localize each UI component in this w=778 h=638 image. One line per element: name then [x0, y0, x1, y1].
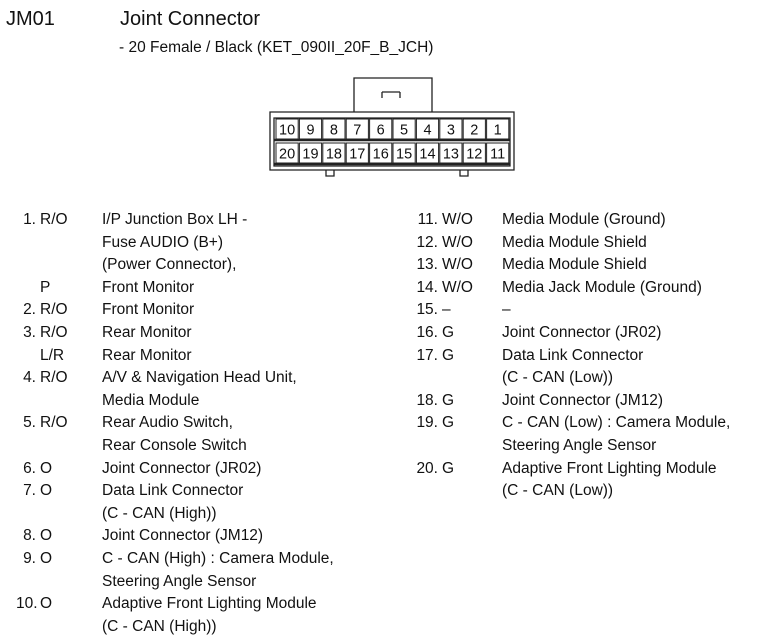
pin-number: 20.: [416, 459, 438, 477]
pin-row: [416, 277, 776, 299]
pin-row: [16, 299, 396, 321]
pin-row: [16, 435, 396, 457]
pin-description: Data Link Connector: [102, 482, 244, 500]
bottom-pin-row: [276, 143, 509, 163]
pin-row: [416, 390, 776, 412]
pin-row: [16, 277, 396, 299]
wire-color: R/O: [40, 369, 68, 387]
connector-code: JM01: [6, 8, 55, 30]
pin-description: Media Module: [102, 391, 200, 409]
pin-row: [16, 548, 396, 570]
wire-color: O: [40, 595, 53, 613]
pin-number-4: 4: [423, 122, 432, 139]
pin-description: Media Module Shield: [502, 256, 647, 274]
pin-number: 18.: [416, 391, 438, 409]
pin-row: [16, 503, 396, 525]
pin-number-15: 15: [396, 146, 413, 163]
pin-description: –: [502, 301, 511, 319]
wire-color: R/O: [40, 211, 68, 228]
pin-number: 4.: [23, 369, 36, 387]
pin-description: Media Module (Ground): [502, 211, 666, 228]
pin-row: [16, 232, 396, 254]
pin-number-16: 16: [372, 146, 389, 163]
pin-description: Rear Console Switch: [102, 437, 247, 454]
pin-description: Steering Angle Sensor: [102, 572, 257, 590]
pin-number-6: 6: [376, 122, 385, 139]
pin-description: Media Module Shield: [502, 233, 647, 251]
pin-row: [416, 299, 776, 321]
pin-description: I/P Junction Box LH -: [102, 211, 248, 228]
pin-number-17: 17: [349, 146, 366, 163]
connector-spec: - 20 Female / Black (KET_090II_20F_B_JCH): [119, 39, 434, 56]
pin-number-1: 1: [493, 122, 502, 139]
wire-color: G: [442, 391, 455, 409]
pin-row: [16, 616, 396, 638]
pin-description: C - CAN (Low) : Camera Module,: [502, 414, 731, 432]
pin-number: 17.: [416, 346, 438, 364]
pin-number: 16.: [416, 324, 438, 341]
pin-row: [416, 458, 776, 480]
pin-row: [16, 209, 396, 231]
wire-color: O: [40, 459, 53, 477]
wire-color: G: [442, 324, 455, 341]
pin-description: (C - CAN (Low)): [502, 482, 614, 500]
wire-color: L/R: [40, 346, 65, 364]
pin-row: [416, 232, 776, 254]
pin-number: 12.: [416, 233, 438, 251]
wire-color: G: [442, 346, 455, 364]
pin-number-18: 18: [325, 146, 342, 163]
pin-row: [16, 458, 396, 480]
pin-number: 3.: [23, 324, 36, 341]
pin-description: (C - CAN (High)): [102, 504, 217, 522]
pin-number-10: 10: [279, 122, 296, 139]
connector-face-diagram: [264, 76, 520, 182]
wire-color: R/O: [40, 324, 68, 341]
wire-color: O: [40, 550, 53, 567]
pin-number-5: 5: [400, 122, 409, 139]
pin-number: 9.: [23, 550, 36, 567]
pin-number: 13.: [416, 256, 438, 274]
pin-description: Joint Connector (JR02): [502, 324, 662, 341]
pin-description: Joint Connector (JM12): [102, 527, 264, 545]
pin-row: [416, 412, 776, 434]
pin-number: 11.: [417, 211, 438, 228]
connector-foot-left: [326, 170, 334, 176]
pin-number-11: 11: [490, 146, 506, 163]
pin-row: [16, 254, 396, 276]
wire-color: –: [442, 301, 451, 319]
pin-number-14: 14: [419, 146, 436, 163]
pin-number: 15.: [416, 301, 438, 319]
pin-number-9: 9: [306, 122, 315, 139]
pin-description: (C - CAN (Low)): [502, 369, 614, 387]
pin-row: [16, 367, 396, 389]
top-pin-row: [276, 119, 509, 139]
pin-description: Front Monitor: [102, 301, 195, 319]
pin-description: Rear Monitor: [102, 324, 192, 341]
pin-row: [416, 322, 776, 344]
pin-number-19: 19: [302, 146, 319, 163]
pin-number-20: 20: [279, 146, 296, 163]
pin-number: 1.: [23, 211, 36, 228]
pin-description: Joint Connector (JR02): [102, 459, 262, 477]
pin-number-3: 3: [446, 122, 455, 139]
pin-row: [16, 480, 396, 502]
pin-number: 14.: [416, 278, 438, 296]
pin-number: 6.: [23, 459, 36, 477]
wire-color: G: [442, 459, 455, 477]
pin-number: 10.: [16, 595, 38, 613]
pin-row: [16, 571, 396, 593]
wire-color: G: [442, 414, 455, 432]
connector-latch-notch: [382, 92, 400, 98]
pin-description: Steering Angle Sensor: [502, 437, 657, 454]
pin-description: C - CAN (High) : Camera Module,: [102, 550, 334, 567]
pin-row: [416, 367, 776, 389]
wire-color: W/O: [442, 233, 473, 251]
pin-row: [416, 480, 776, 502]
pin-description: A/V & Navigation Head Unit,: [102, 369, 297, 387]
pin-number: 7.: [23, 482, 36, 500]
pin-number-13: 13: [442, 146, 459, 163]
pin-number-2: 2: [470, 122, 479, 139]
pin-description: Rear Monitor: [102, 346, 192, 364]
pin-number-7: 7: [353, 122, 362, 139]
pin-description: Adaptive Front Lighting Module: [502, 459, 717, 477]
pin-number: 2.: [23, 301, 36, 319]
pin-row: [16, 525, 396, 547]
pin-description: Joint Connector (JM12): [502, 391, 664, 409]
pin-number-8: 8: [329, 122, 338, 139]
pin-row: [16, 322, 396, 344]
pin-description: Adaptive Front Lighting Module: [102, 595, 317, 613]
pin-description: Media Jack Module (Ground): [502, 278, 702, 296]
pin-row: [16, 412, 396, 434]
pin-description: Data Link Connector: [502, 346, 644, 364]
pin-description: Rear Audio Switch,: [102, 414, 233, 432]
wire-color: O: [40, 527, 53, 545]
pin-row: [16, 593, 396, 615]
wire-color: W/O: [442, 278, 473, 296]
pin-number: 5.: [23, 414, 36, 432]
pin-row: [16, 390, 396, 412]
pin-row: [416, 254, 776, 276]
wire-color: W/O: [442, 256, 473, 274]
connector-foot-right: [460, 170, 468, 176]
pin-description: (C - CAN (High)): [102, 617, 217, 635]
pin-row: [416, 345, 776, 367]
pin-description: (Power Connector),: [102, 256, 237, 274]
wire-color: W/O: [442, 211, 473, 228]
connector-title: Joint Connector: [120, 8, 261, 30]
connector-latch: [354, 78, 432, 112]
pin-row: [416, 435, 776, 457]
wire-color: R/O: [40, 414, 68, 432]
wire-color: R/O: [40, 301, 68, 319]
pin-number: 8.: [23, 527, 36, 545]
pin-number: 19.: [416, 414, 438, 432]
pin-row: [416, 209, 776, 231]
pin-number-12: 12: [466, 146, 483, 163]
pin-description: Fuse AUDIO (B+): [102, 233, 224, 251]
wire-color: P: [40, 278, 51, 296]
pin-description: Front Monitor: [102, 278, 195, 296]
wire-color: O: [40, 482, 53, 500]
pin-row: [16, 345, 396, 367]
